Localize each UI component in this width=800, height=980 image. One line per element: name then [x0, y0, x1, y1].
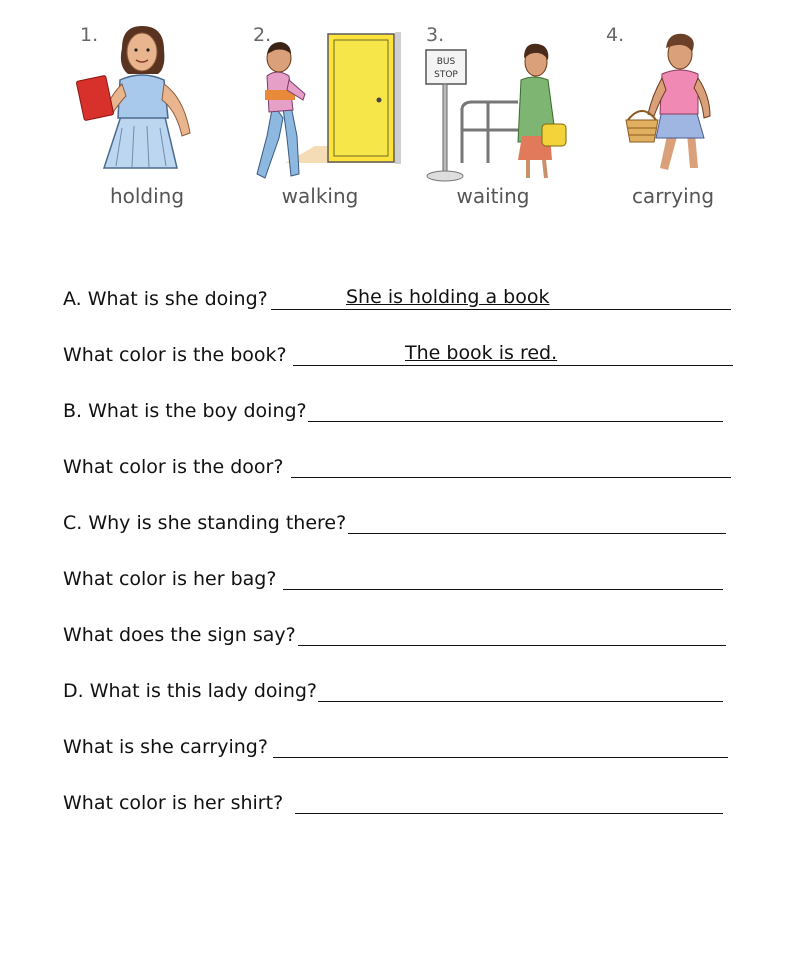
picture-number: 3. — [426, 24, 445, 46]
question-row-d2 — [63, 730, 743, 764]
picture-strip — [0, 0, 800, 230]
picture-number: 1. — [80, 24, 99, 46]
answer-line[interactable] — [271, 309, 731, 310]
answer-line[interactable] — [283, 589, 723, 590]
picture-caption: walking — [281, 184, 359, 208]
picture-caption: waiting — [456, 184, 530, 208]
answer-line[interactable] — [298, 645, 726, 646]
answer-line[interactable] — [295, 813, 723, 814]
bus-stop-sign-line-1: BUS — [436, 57, 456, 67]
question-row-a1 — [63, 282, 743, 316]
boy-walking-to-door-illustration — [245, 18, 405, 183]
question-text: What color is her bag? — [63, 568, 277, 590]
answer-line[interactable] — [318, 701, 723, 702]
picture-3 — [418, 18, 588, 218]
answer-line[interactable] — [273, 757, 728, 758]
answer-text: She is holding a book — [346, 286, 550, 308]
question-row-c2 — [63, 562, 743, 596]
question-row-b1 — [63, 394, 743, 428]
question-row-c3 — [63, 618, 743, 652]
picture-4 — [598, 18, 768, 218]
answer-text: The book is red. — [405, 342, 558, 364]
bus-stop-sign-line-2: STOP — [434, 70, 458, 80]
picture-1 — [72, 18, 242, 218]
question-row-d3 — [63, 786, 743, 820]
question-row-a2 — [63, 338, 743, 372]
answer-line[interactable] — [293, 365, 733, 366]
question-row-c1 — [63, 506, 743, 540]
question-text: What does the sign say? — [63, 624, 296, 646]
question-row-d1 — [63, 674, 743, 708]
girl-holding-book-illustration — [72, 18, 232, 183]
answer-line[interactable] — [348, 533, 726, 534]
picture-2 — [245, 18, 415, 218]
question-text: D. What is this lady doing? — [63, 680, 318, 702]
answer-line[interactable] — [291, 477, 731, 478]
question-text: What color is the book? — [63, 344, 287, 366]
picture-caption: holding — [109, 184, 185, 208]
lady-carrying-basket-illustration — [598, 18, 758, 183]
question-row-b2 — [63, 450, 743, 484]
picture-number: 4. — [606, 24, 625, 46]
question-text: What color is her shirt? — [63, 792, 284, 814]
question-text: B. What is the boy doing? — [63, 400, 307, 422]
picture-number: 2. — [253, 24, 272, 46]
question-text: C. Why is she standing there? — [63, 512, 347, 534]
question-text: What is she carrying? — [63, 736, 268, 758]
woman-waiting-bus-stop-illustration — [418, 18, 578, 183]
answer-line[interactable] — [308, 421, 723, 422]
question-text: A. What is she doing? — [63, 288, 268, 310]
question-text: What color is the door? — [63, 456, 284, 478]
picture-caption: carrying — [631, 184, 715, 208]
